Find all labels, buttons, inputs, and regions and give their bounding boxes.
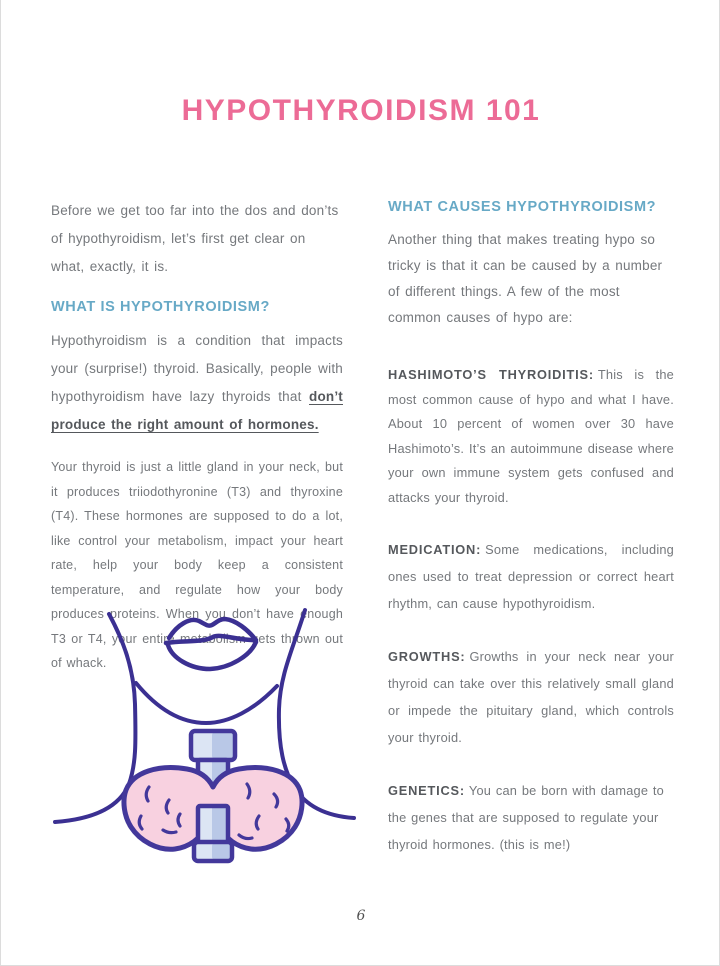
cause-growths xyxy=(388,643,674,751)
cause-genetics xyxy=(388,777,674,858)
cause-text-genetics: You can be born with damage to the genes that are supposed to regulate your thyroid hormones. (this is me!) xyxy=(388,783,664,852)
page-title: HYPOTHYROIDISM 101 xyxy=(181,94,541,127)
intro-paragraph: Before we get too far into the dos and don’ts of hypothyroidism, let’s first get clear on what, exactly, it is. xyxy=(51,203,339,274)
trachea-lower xyxy=(194,806,232,861)
cause-hashimotos xyxy=(388,363,674,510)
thyroid-neck-illustration xyxy=(43,588,363,873)
lips xyxy=(166,619,256,669)
what-causes-hypothyroidism-heading: WHAT CAUSES HYPOTHYROIDISM? xyxy=(388,199,657,215)
causes-intro-paragraph: Another thing that makes treating hypo so tricky is that it can be caused by a number of different things. A few of the most common causes of hypo are: xyxy=(388,232,663,325)
cause-text-hashimotos: This is the most common cause of hypo and what I have. About 10 percent of women over 30 have Hashimoto’s. It’s an autoimmune disease where your own immune system gets confused and attacks your thyroid. xyxy=(388,367,674,505)
emphasized-phrase: don’t produce the right amount of hormones. xyxy=(51,389,343,432)
cause-label-hashimotos: HASHIMOTO’S THYROIDITIS: xyxy=(388,367,594,382)
thyroid-neck-svg xyxy=(43,588,363,873)
definition-paragraph xyxy=(51,327,343,439)
definition-text: Hypothyroidism is a condition that impacts your (surprise!) thyroid. Basically, people with hypothyroidism have lazy thyroids that xyxy=(51,333,343,404)
cause-text-growths: Growths in your neck near your thyroid can take over this relatively small gland or impede the pituitary gland, which controls your thyroid. xyxy=(388,649,674,745)
what-is-hypothyroidism-heading: WHAT IS HYPOTHYROIDISM? xyxy=(51,299,270,315)
cause-medication xyxy=(388,536,674,617)
causes-list xyxy=(388,363,674,858)
jaw-line xyxy=(136,683,277,723)
thyroid-detail-paragraph: Your thyroid is just a little gland in your neck, but it produces triiodothyronine (T3) and thyroxine (T4). These hormones are supposed to do a lot, like control your metabolism, impact your heart rate, help your body keep a consistent temperature, and regulate how your body produces proteins. When you don’t have enough T3 or T4, your entire metabolism gets thrown out of whack. xyxy=(51,460,343,670)
cause-label-growths: GROWTHS: xyxy=(388,649,466,664)
cause-text-medication: Some medications, including ones used to treat depression or correct heart rhythm, can cause hypothyroidism. xyxy=(388,542,674,611)
cause-label-genetics: GENETICS: xyxy=(388,783,465,798)
right-column xyxy=(388,197,674,884)
cause-label-medication: MEDICATION: xyxy=(388,542,482,557)
page-number: 6 xyxy=(356,908,366,924)
